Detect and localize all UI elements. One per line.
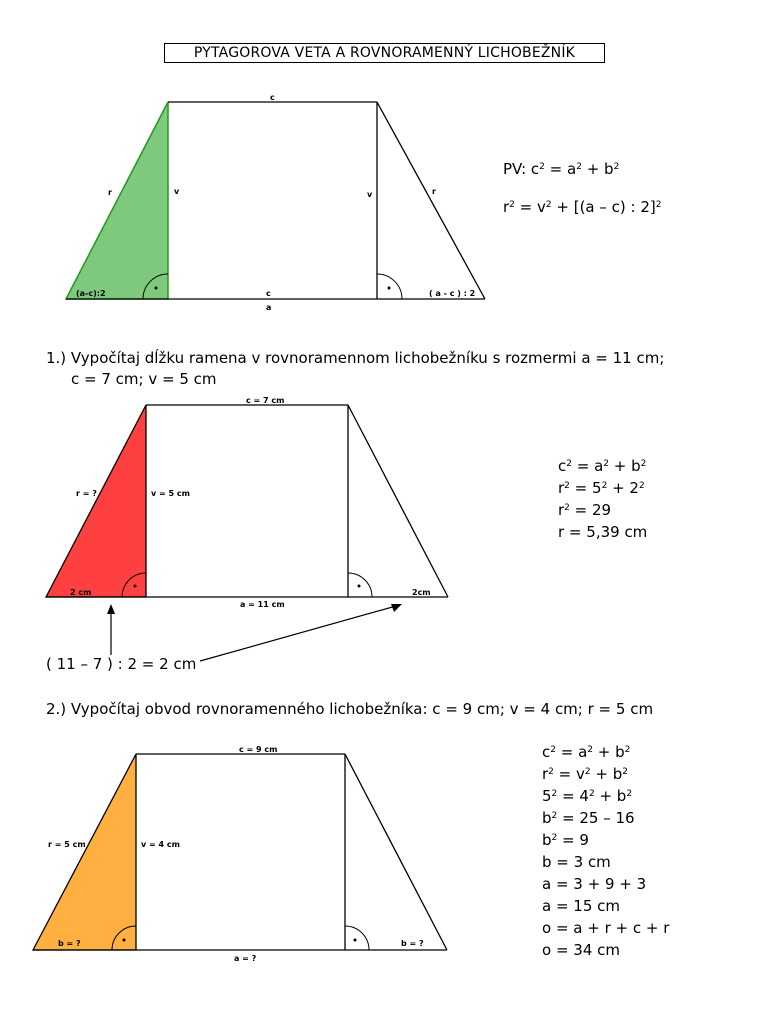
page-title: PYTAGOROVA VETA A ROVNORAMENNÝ LICHOBEŽNÍK	[164, 43, 605, 63]
label-bottom-right: ( a - c ) : 2	[429, 289, 476, 298]
label-right-v: v	[367, 190, 373, 199]
t1-label-bottom-a: a = 11 cm	[240, 600, 285, 609]
trapezoid-task1	[46, 396, 448, 661]
formula-general	[503, 158, 619, 180]
t1-label-top: c = 7 cm	[246, 396, 285, 405]
label-left-v: v	[174, 187, 180, 196]
t2-label-v: v = 4 cm	[141, 840, 180, 849]
t1-label-v: v = 5 cm	[151, 489, 190, 498]
task1-note: ( 11 – 7 ) : 2 = 2 cm	[46, 655, 197, 673]
task2-line1: 2.) Vypočítaj obvod rovnoramenného lichobežníka: c = 9 cm; v = 4 cm; r = 5 cm	[46, 700, 654, 718]
label-right-r: r	[432, 187, 436, 196]
right-angle-mark-right	[377, 274, 402, 299]
label-below-a: a	[266, 303, 272, 312]
red-triangle	[46, 405, 146, 597]
green-triangle	[66, 102, 168, 299]
task1-solution: $c^2 = a^2 + b^2$ $r^2 = 5^2 + 2^2$ $r^2 = 29$ r = 5,39 cm	[558, 457, 648, 541]
label-bottom-c: c	[266, 289, 271, 298]
formula-pv: PV: $c^2 = a^2 + b^2$	[503, 160, 620, 178]
t2-label-bottom-left: b = ?	[58, 939, 81, 948]
task1-line2: c = 7 cm; v = 5 cm	[71, 370, 217, 388]
task1-line1: 1.) Vypočítaj dĺžku ramena v rovnoramennom lichobežníku s rozmermi a = 11 cm;	[46, 349, 665, 367]
trapezoid-general	[66, 93, 485, 312]
t2-label-bottom-a: a = ?	[234, 954, 257, 963]
t2-label-r: r = 5 cm	[48, 840, 86, 849]
trapezoid-task2	[33, 745, 447, 963]
t2-label-bottom-right: b = ?	[401, 939, 424, 948]
t1-label-bottom-left: 2 cm	[70, 588, 92, 597]
orange-triangle	[33, 754, 136, 950]
label-top-c: c	[270, 93, 275, 102]
t1-label-bottom-right: 2cm	[412, 588, 431, 597]
formula-r: $r^2 = v^2 + [(a - c)$ : 2]$^2$	[503, 198, 662, 216]
t2-label-top: c = 9 cm	[239, 745, 278, 754]
label-left-r: r	[108, 188, 112, 197]
label-bottom-left: (a-c):2	[76, 289, 106, 298]
task2-solution: $c^2 = a^2 + b^2$ $r^2 = v^2 + b^2$ $5^2 = 4^2 + b^2$ $b^2 = 25 - 16$ $b^2 = 9$ b = 3 cm a = 3 + 9 + 3 a = 15 cm o = a + r + c + r o = 34 cm	[542, 743, 670, 959]
t1-label-r: r = ?	[76, 489, 97, 498]
arrow-right	[200, 606, 396, 661]
